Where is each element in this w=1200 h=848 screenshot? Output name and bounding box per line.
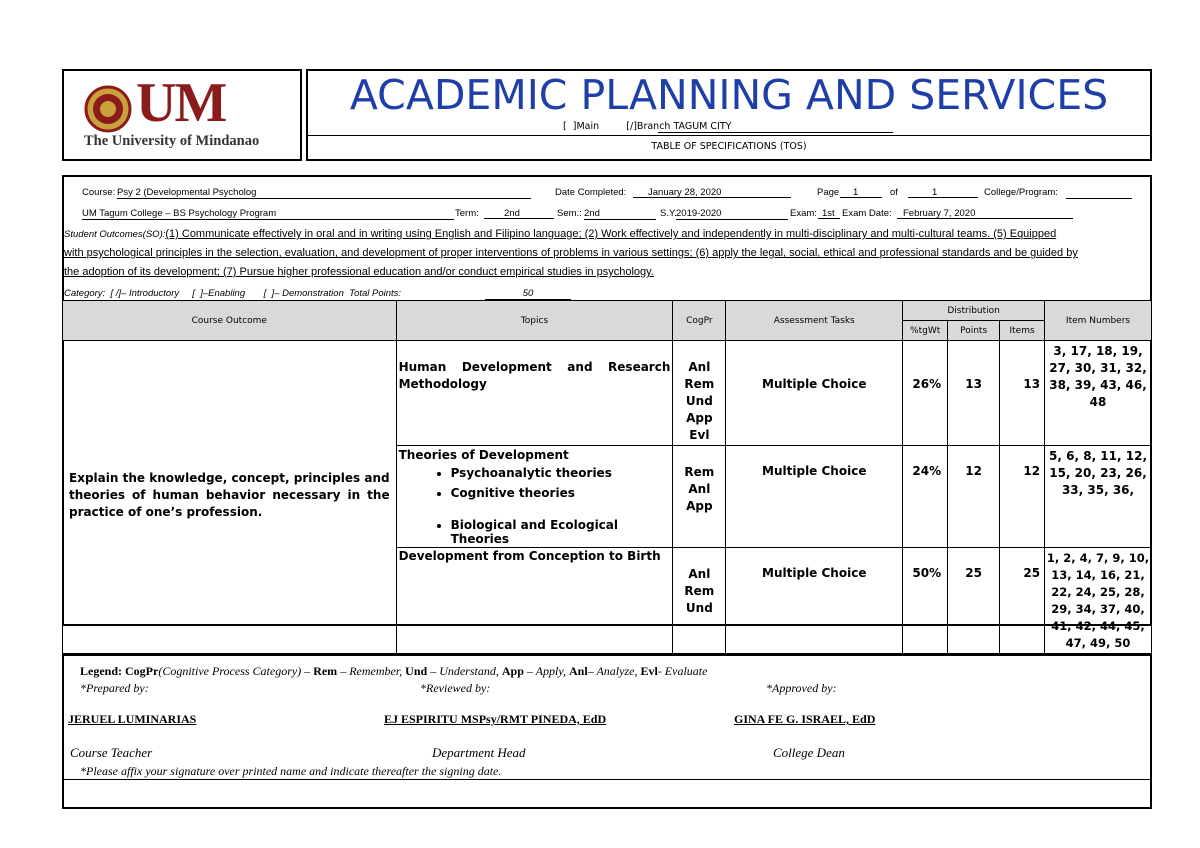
exam-label: Exam: — [790, 208, 817, 219]
table-row — [63, 341, 1152, 446]
legend-anl-text: – Analyze, — [587, 664, 641, 678]
header-item-numbers: Item Numbers — [1045, 301, 1152, 341]
points-cell: 13 — [948, 341, 1000, 446]
assessment-cell: Multiple Choice — [726, 446, 903, 548]
subtopic-item: • Psychoanalytic theories — [451, 466, 671, 480]
pct-cell: 50% — [903, 548, 948, 656]
subtopic-list — [399, 466, 671, 546]
title-box — [306, 69, 1152, 161]
course-outcome-cell — [63, 341, 397, 656]
cog-cell — [673, 341, 726, 446]
reviewed-role: Department Head — [432, 745, 526, 760]
legend-label: Legend: CogPr — [80, 664, 159, 678]
so-line-1: (1) Communicate effectively in oral and in writing using English and Filipino language; (2) Work effectively and independently in multi-disciplinary and multi-cultural teams. (5) Equipped — [165, 228, 1057, 240]
header-cogpr: CogPr — [673, 301, 726, 341]
legend-text: (Cognitive Process Category) – — [158, 664, 314, 678]
topic-title: Development from Conception to Birth — [398, 549, 661, 563]
cog-rem: Rem — [684, 377, 715, 391]
cog-cell — [673, 446, 726, 548]
so-label: Student Outcomes(SO): — [64, 229, 166, 240]
exam-date-label: Exam Date: — [842, 208, 892, 219]
assessment-cell: Multiple Choice — [726, 341, 903, 446]
of-value: 1 — [908, 187, 978, 198]
header-course-outcome: Course Outcome — [63, 301, 397, 341]
footer-divider — [64, 779, 1150, 780]
items-cell: 25 — [1000, 548, 1045, 656]
sy-label: S.Y. — [660, 208, 677, 219]
date-completed-label: Date Completed: — [555, 187, 627, 198]
tos-subtitle: TABLE OF SPECIFICATIONS (TOS) — [651, 141, 807, 152]
student-outcomes — [64, 225, 1150, 282]
title-divider — [308, 135, 1150, 136]
items-cell: 13 — [1000, 341, 1045, 446]
legend-und: Und — [405, 664, 428, 678]
approved-label: *Approved by: — [766, 681, 837, 695]
legend-und-text: – Understand, — [427, 664, 502, 678]
exam-date-value: February 7, 2020 — [897, 208, 1073, 219]
subtopic-item: • Biological and Ecological Theories — [451, 518, 671, 546]
course-label: Course: — [82, 187, 116, 198]
campus-line: [ ]Main [/]Branch TAGUM CITY — [563, 121, 732, 132]
term-value: 2nd — [484, 208, 554, 219]
tos-table — [62, 300, 1152, 656]
item-numbers-cell: 5, 6, 8, 11, 12, 15, 20, 23, 26, 33, 35, 36, — [1045, 446, 1152, 548]
page-label: Page — [817, 187, 840, 198]
topic-cell — [396, 341, 673, 446]
item-numbers-cell: 1, 2, 4, 7, 9, 10, 13, 14, 16, 21, 22, 24, 25, 28, 29, 34, 37, 40, 41, 42, 44, 45, 47, 49, 50 — [1045, 548, 1152, 656]
topic-title: Human Development and Research Methodology — [398, 360, 671, 391]
cog-rem: Rem — [684, 584, 715, 598]
pct-cell: 24% — [903, 446, 948, 548]
approved-role: College Dean — [773, 745, 845, 760]
exam-value: 1st — [818, 208, 840, 219]
university-seal-icon — [84, 85, 132, 133]
logo-monogram: UM — [136, 72, 226, 134]
prepared-label: *Prepared by: — [80, 681, 149, 695]
legend-anl: Anl — [569, 664, 588, 678]
so-line-2: with psychological principles in the selection, evaluation, and development of proper interventions of problems in various settings; (6) apply the legal, social, ethical and professional standards and be guided by — [64, 247, 1078, 259]
legend-rem: Rem — [313, 664, 338, 678]
topic-cell — [396, 446, 673, 548]
items-cell: 12 — [1000, 446, 1045, 548]
of-label: of — [890, 187, 898, 198]
sem-label: Sem.: — [557, 208, 582, 219]
cog-anl: Anl — [688, 567, 711, 581]
cog-app: App — [686, 499, 713, 513]
course-outcome-text: Explain the knowledge, concept, principles and theories of human behavior necessary in the practice of one’s profession. — [69, 471, 390, 519]
points-cell: 25 — [948, 548, 1000, 656]
cog-rem: Rem — [684, 465, 715, 479]
header-assessment: Assessment Tasks — [726, 301, 903, 341]
so-line-3: the adoption of its development; (7) Pursue higher professional education and/or conduct empirical studies in psychology. — [64, 266, 654, 278]
legend-evl: Evl — [640, 664, 658, 678]
program-value: UM Tagum College – BS Psychology Program — [82, 208, 454, 220]
reviewed-name: EJ ESPIRITU MSPsy/RMT PINEDA, EdD — [384, 712, 607, 726]
points-cell: 12 — [948, 446, 1000, 548]
logo-box — [62, 69, 302, 161]
sy-value: 2019-2020 — [676, 208, 788, 220]
topic-title: Theories of Development — [398, 448, 569, 462]
page-value: 1 — [840, 187, 882, 198]
cog-anl: Anl — [688, 482, 711, 496]
legend-app: App — [501, 664, 524, 678]
cog-anl: Anl — [688, 360, 711, 374]
cog-und: Und — [685, 601, 713, 615]
header-pct: %tgWt — [903, 321, 948, 341]
legend-rem-text: – Remember, — [337, 664, 406, 678]
legend-line — [80, 664, 707, 679]
date-completed-value: January 28, 2020 — [633, 187, 791, 198]
header-topics: Topics — [396, 301, 673, 341]
signature-note: *Please affix your signature over printed name and indicate thereafter the signing date. — [80, 764, 502, 778]
cog-cell — [673, 548, 726, 656]
legend-app-text: – Apply, — [523, 664, 569, 678]
item-numbers-cell: 3, 17, 18, 19, 27, 30, 31, 32, 38, 39, 43, 46, 48 — [1045, 341, 1152, 446]
reviewed-label: *Reviewed by: — [420, 681, 491, 695]
course-value: Psy 2 (Developmental Psycholog — [117, 187, 531, 199]
topic-cell — [396, 548, 673, 656]
sem-value: 2nd — [584, 208, 656, 220]
cog-evl: Evl — [689, 428, 710, 442]
header-distribution: Distribution — [903, 301, 1045, 321]
cog-und: Und — [685, 394, 713, 408]
header-points: Points — [948, 321, 1000, 341]
university-name: The University of Mindanao — [84, 133, 260, 149]
header-items: Items — [1000, 321, 1045, 341]
legend-evl-text: - Evaluate — [657, 664, 708, 678]
subtopic-item: • Cognitive theories — [451, 486, 671, 500]
college-blank — [1066, 198, 1132, 199]
prepared-name: JERUEL LUMINARIAS — [68, 712, 197, 726]
page-title: ACADEMIC PLANNING AND SERVICES — [349, 71, 1109, 119]
prepared-role: Course Teacher — [70, 745, 153, 760]
pct-cell: 26% — [903, 341, 948, 446]
category-line: Category: [ /]– Introductory [ ]–Enabling [ ]– Demonstration Total Points: — [64, 288, 402, 299]
term-label: Term: — [455, 208, 479, 219]
cog-app: App — [686, 411, 713, 425]
college-label: College/Program: — [984, 187, 1058, 198]
total-points-value: 50 — [485, 288, 571, 300]
campus-underline — [658, 132, 893, 133]
approved-name: GINA FE G. ISRAEL, EdD — [734, 712, 876, 726]
assessment-cell: Multiple Choice — [726, 548, 903, 656]
